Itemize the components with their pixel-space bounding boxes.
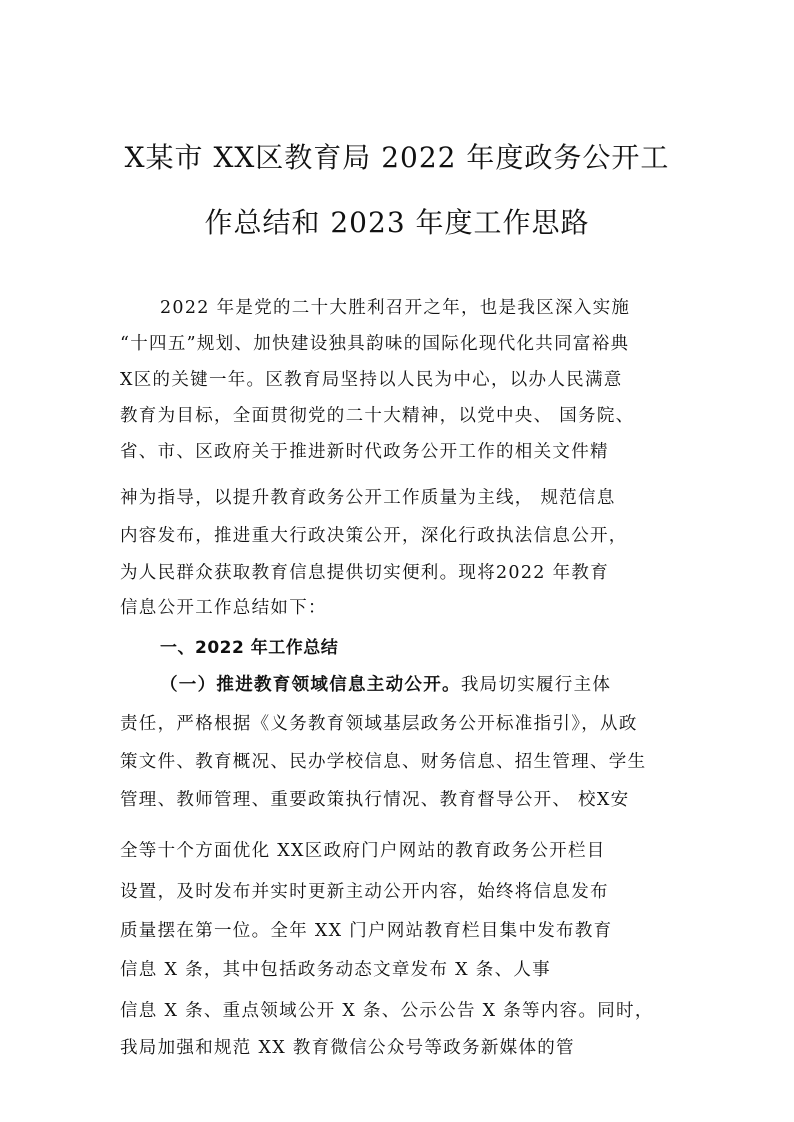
section-heading: 一、2022 年工作总结 <box>160 638 339 658</box>
paragraph-line: “十四五”规划、加快建设独具韵味的国际化现代化共同富裕典 <box>120 334 630 354</box>
paragraph-line: 省、市、区政府关于推进新时代政务公开工作的相关文件精 <box>120 442 609 462</box>
document-title-line-1: X某市 XX区教育局 2022 年度政务公开工 <box>124 141 670 174</box>
paragraph-line: X区的关键一年。区教育局坚持以人民为中心，以办人民满意 <box>120 370 623 390</box>
paragraph-line: 质量摆在第一位。全年 XX 门户网站教育栏目集中发布教育 <box>120 921 613 941</box>
paragraph-line: 全等十个方面优化 XX区政府门户网站的教育政务公开栏目 <box>120 841 606 861</box>
paragraph-line: 神为指导，以提升教育政务公开工作质量为主线， 规范信息 <box>120 488 616 508</box>
paragraph-line: 2022 年是党的二十大胜利召开之年，也是我区深入实施 <box>160 298 631 318</box>
paragraph-line: 设置，及时发布并实时更新主动公开内容，始终将信息发布 <box>120 882 609 902</box>
paragraph-line: 责任，严格根据《义务教育领域基层政务公开标准指引》，从政 <box>120 714 638 734</box>
document-title-line-2: 作总结和 2023 年度工作思路 <box>204 206 590 239</box>
paragraph-line: 我局加强和规范 XX 教育微信公众号等政务新媒体的管 <box>120 1038 575 1058</box>
paragraph-line: 内容发布，推进重大行政决策公开，深化行政执法信息公开， <box>120 526 628 546</box>
paragraph-line <box>160 673 611 697</box>
paragraph-line: 信息 X 条、重点领域公开 X 条、公示公告 X 条等内容。同时， <box>120 1001 654 1021</box>
paragraph-line: 信息公开工作总结如下： <box>120 598 327 618</box>
paragraph-line: 为人民群众获取教育信息提供切实便利。现将2022 年教育 <box>120 563 609 583</box>
paragraph-line: 教育为目标，全面贯彻党的二十大精神，以党中央、 国务院、 <box>120 406 635 426</box>
paragraph-line: 管理、教师管理、重要政策执行情况、教育督导公开、 校X安 <box>120 790 630 810</box>
paragraph-line: 信息 X 条，其中包括政务动态文章发布 X 条、人事 <box>120 960 551 980</box>
paragraph-line: 策文件、教育概况、民办学校信息、财务信息、招生管理、学生 <box>120 752 647 772</box>
subsection-heading: （一）推进教育领域信息主动公开。 <box>160 675 461 695</box>
paragraph-text: 我局切实履行主体 <box>460 675 612 695</box>
